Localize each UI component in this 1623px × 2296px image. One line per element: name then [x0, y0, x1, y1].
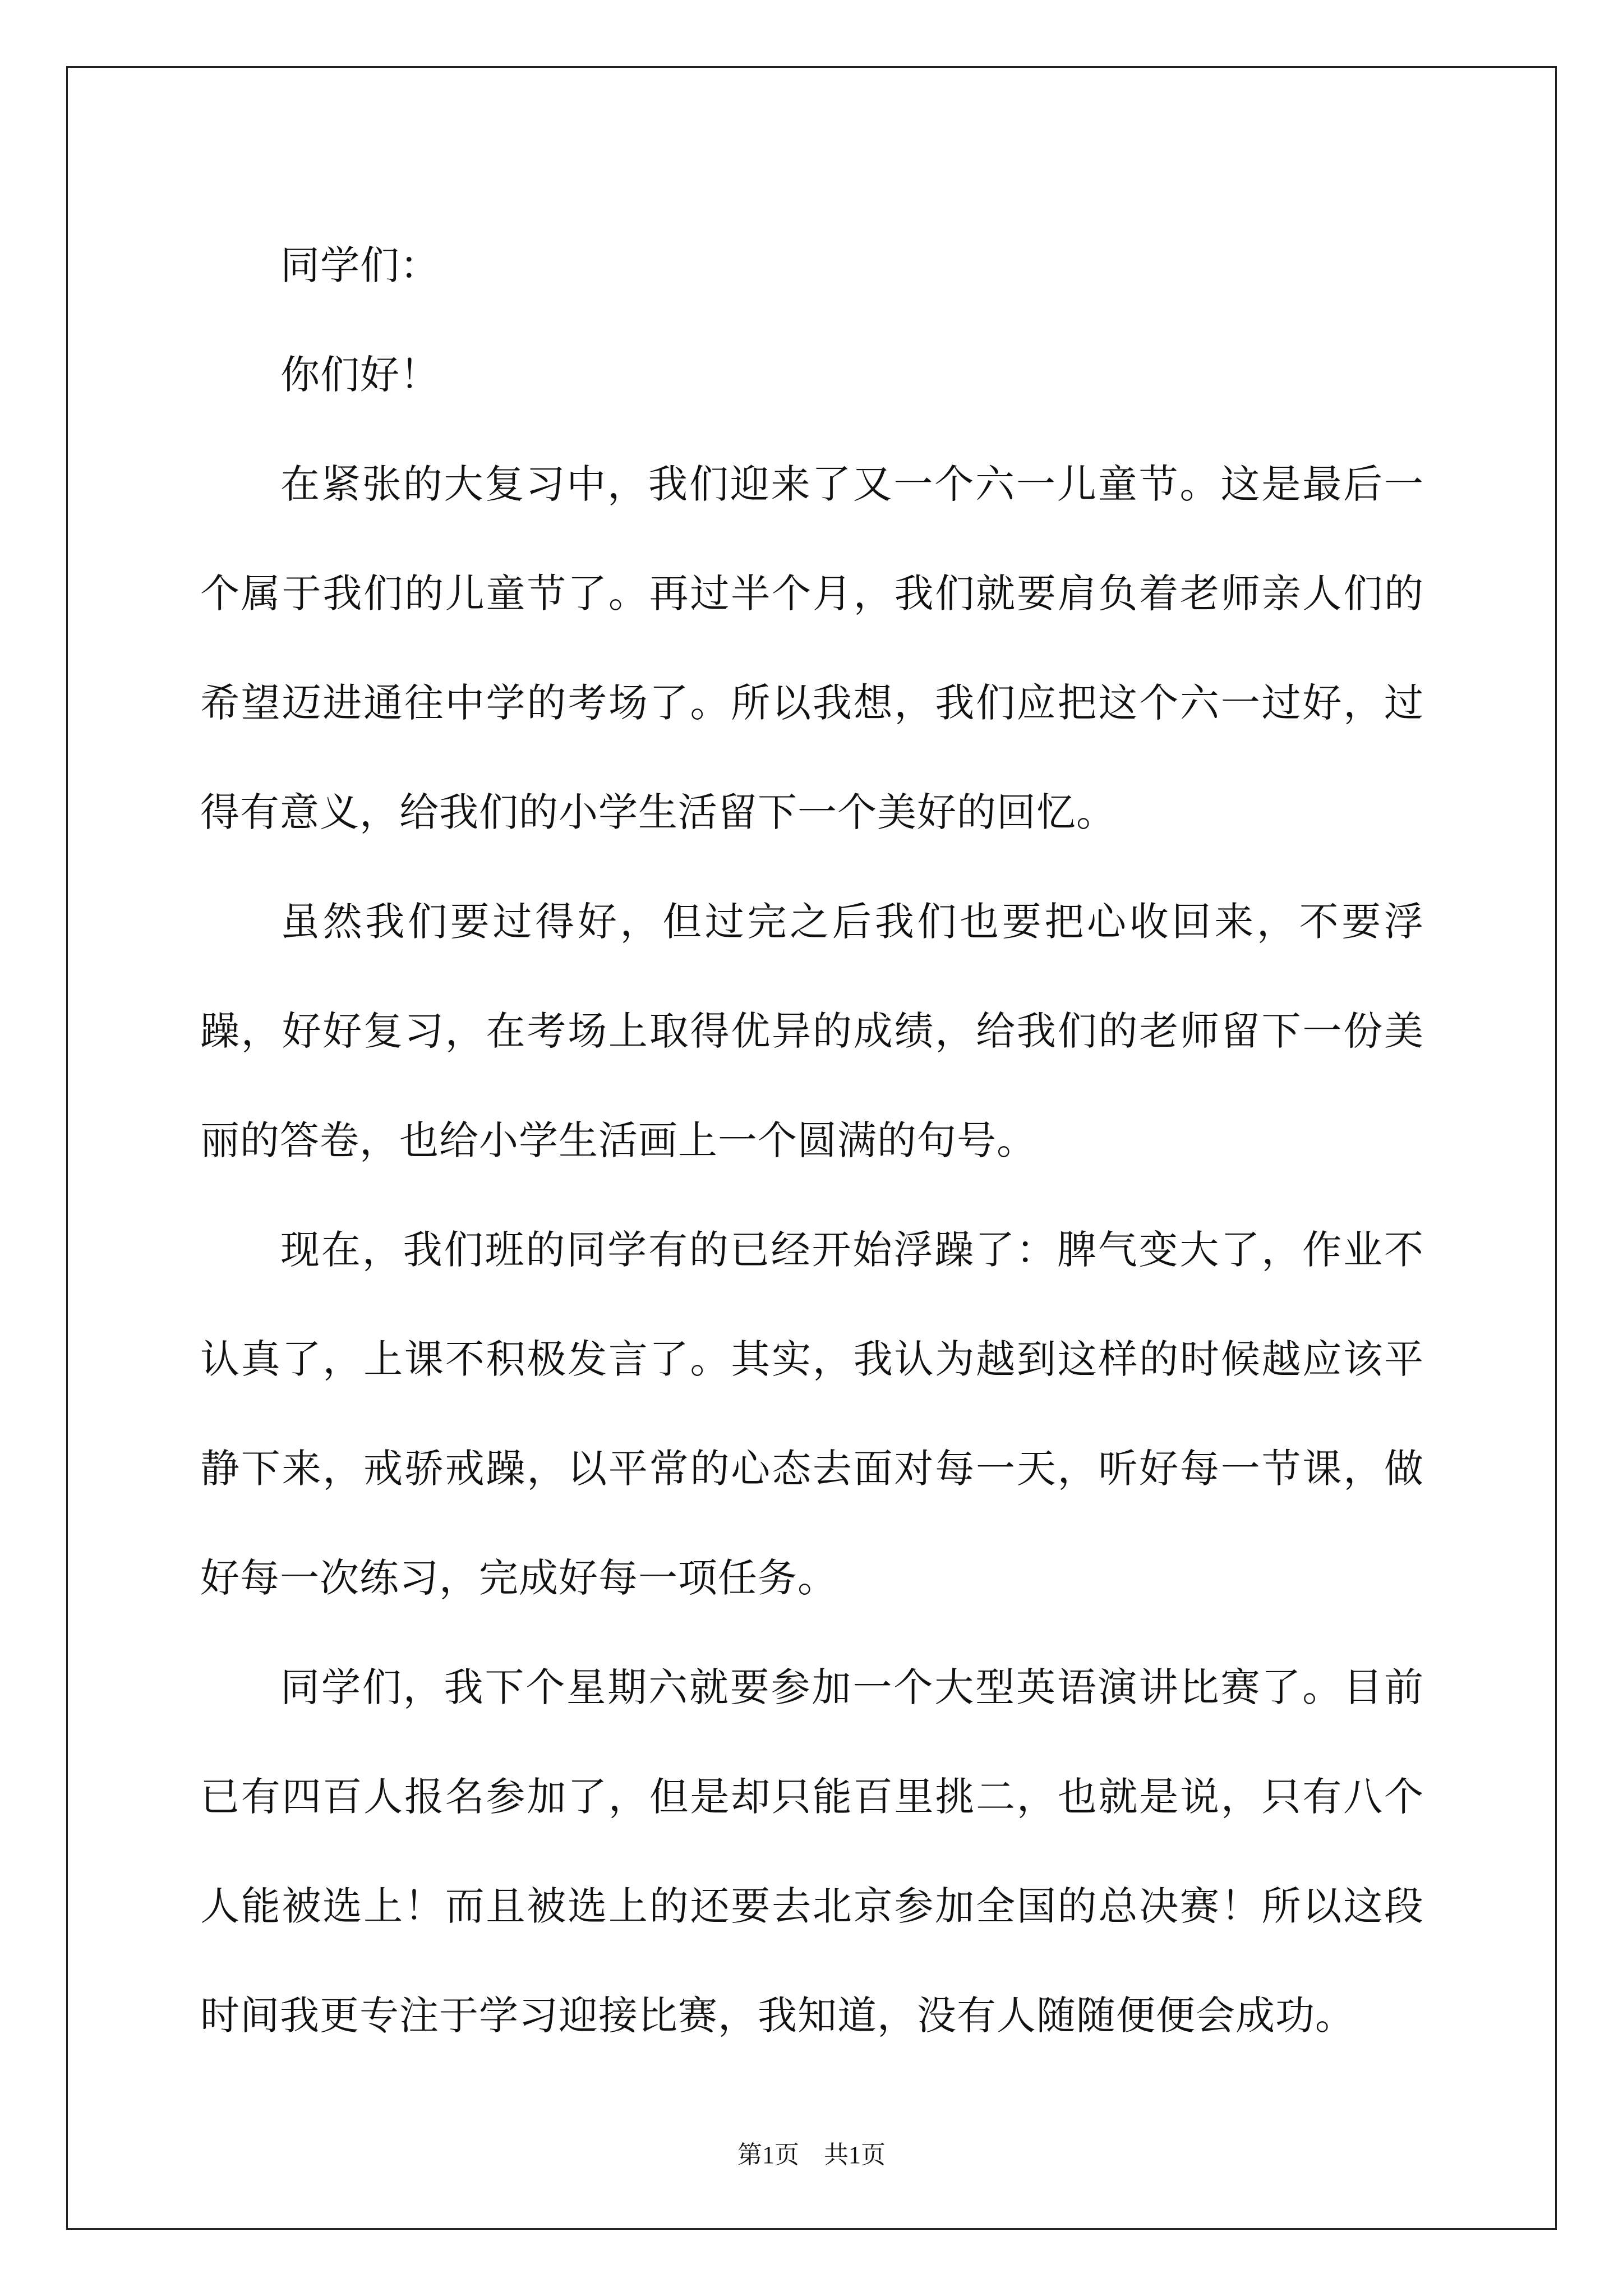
page-number-current: 第1页 [737, 2141, 799, 2169]
page-number-total: 共1页 [824, 2141, 886, 2169]
document-body [200, 211, 1424, 2070]
paragraph-2: 虽然我们要过得好，但过完之后我们也要把心收回来，不要浮躁，好好复习，在考场上取得优异的成绩，给我们的老师留下一份美丽的答卷，也给小学生活画上一个圆满的句号。 [200, 899, 1424, 1163]
paragraph-3: 现在，我们班的同学有的已经开始浮躁了：脾气变大了，作业不认真了，上课不积极发言了。其实，我认为越到这样的时候越应该平静下来，戒骄戒躁，以平常的心态去面对每一天，听好每一节课，做好每一次练习，完成好每一项任务。 [200, 1227, 1424, 1601]
paragraph-1: 在紧张的大复习中，我们迎来了又一个六一儿童节。这是最后一个属于我们的儿童节了。再过半个月，我们就要肩负着老师亲人们的希望迈进通往中学的考场了。所以我想，我们应把这个六一过好，过得有意义，给我们的小学生活留下一个美好的回忆。 [200, 461, 1424, 835]
paragraph-greeting: 你们好！ [280, 352, 440, 398]
page-footer [0, 2138, 1623, 2172]
paragraph-salutation: 同学们： [280, 242, 440, 288]
paragraph-4: 同学们，我下个星期六就要参加一个大型英语演讲比赛了。目前已有四百人报名参加了，但是却只能百里挑二，也就是说，只有八个人能被选上！而且被选上的还要去北京参加全国的总决赛！所以这段时间我更专注于学习迎接比赛，我知道，没有人随随便便会成功。 [200, 1664, 1424, 2039]
